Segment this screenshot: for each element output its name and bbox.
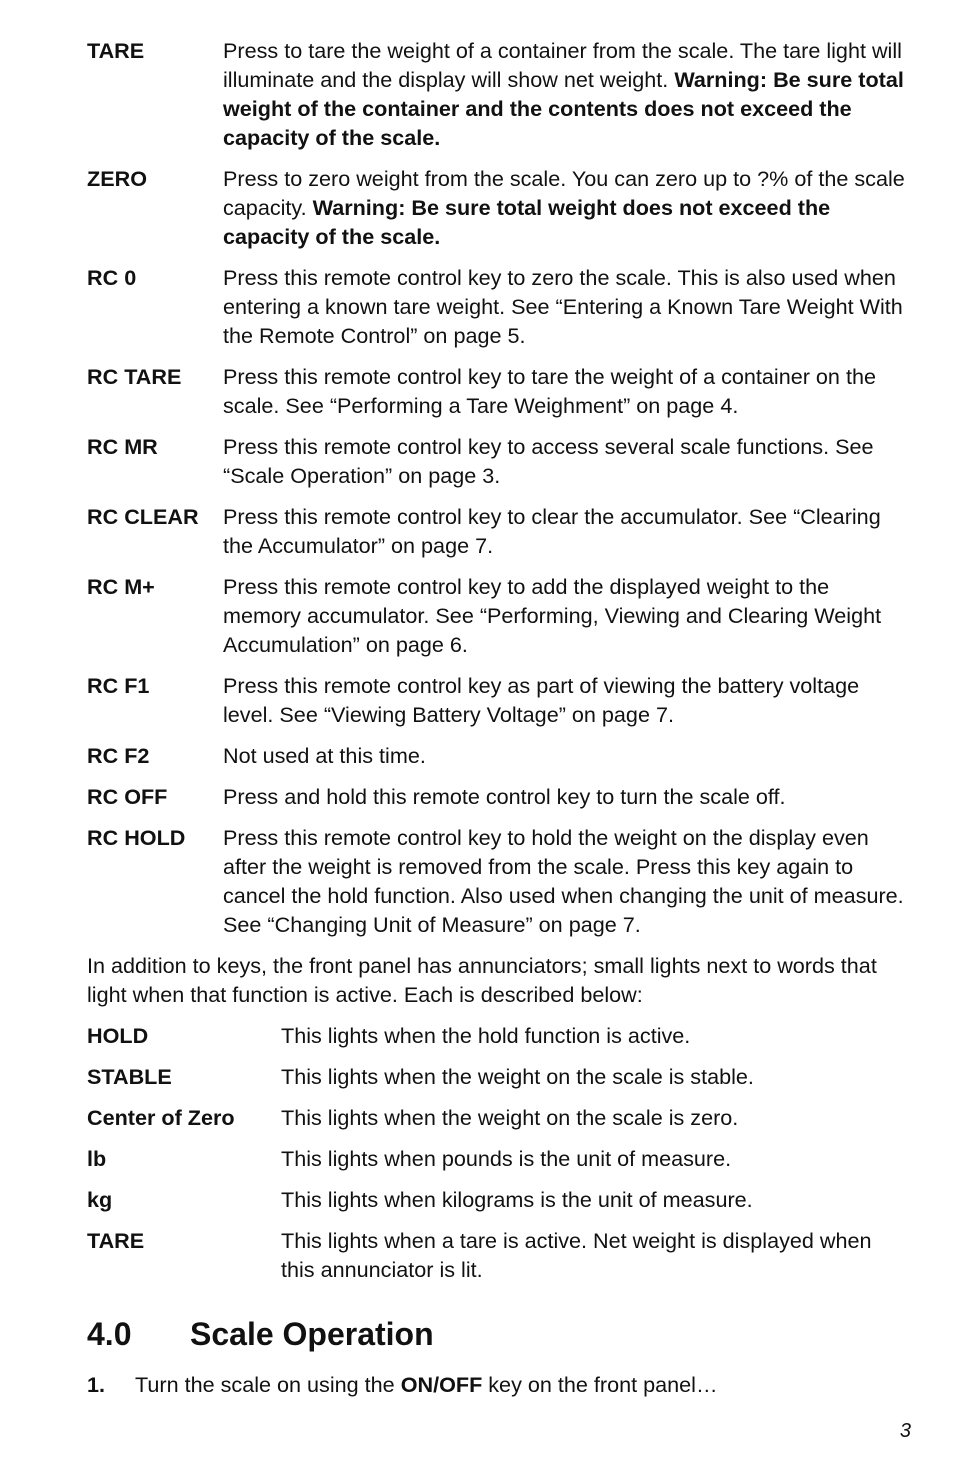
step-text xyxy=(135,1370,718,1399)
annunciator-term: STABLE xyxy=(87,1064,172,1089)
key-description: Press this remote control key to clear the accumulator. See “Clearing the Accumulator” on page 7. xyxy=(223,504,881,558)
page-number: 3 xyxy=(899,1420,911,1442)
key-row-rc-off xyxy=(87,782,909,811)
key-row-tare xyxy=(87,36,909,152)
key-description xyxy=(223,164,909,251)
annunciator-term: TARE xyxy=(87,1228,145,1253)
key-row-zero xyxy=(87,164,909,251)
step-text-before: Turn the scale on using the xyxy=(135,1372,401,1397)
key-description xyxy=(223,36,909,152)
key-row-rc-f1 xyxy=(87,671,909,729)
section-title: Scale Operation xyxy=(190,1316,434,1352)
warning-text: Warning: Be sure total weight does not exceed the capacity of the scale. xyxy=(223,195,831,249)
annunciator-row-kg xyxy=(87,1185,909,1214)
key-term: RC TARE xyxy=(87,364,182,389)
key-row-rc-0 xyxy=(87,263,909,350)
description-text: Press to zero weight from the scale. You can zero up to ?% of the scale capacity. xyxy=(223,166,905,220)
annunciator-row-stable xyxy=(87,1062,909,1091)
key-description: Press this remote control key to zero the scale. This is also used when entering a known tare weight. See “Entering a Known Tare Weight With the Remote Control” on page 5. xyxy=(223,265,903,348)
annunciator-list xyxy=(87,1021,909,1284)
annunciator-term: HOLD xyxy=(87,1023,149,1048)
key-row-rc-f2 xyxy=(87,741,909,770)
annunciator-description: This lights when a tare is active. Net weight is displayed when this annunciator is lit. xyxy=(281,1228,872,1282)
step-number: 1. xyxy=(87,1372,106,1397)
section-number: 4.0 xyxy=(87,1316,132,1352)
key-description: Press this remote control key to tare the weight of a container on the scale. See “Performing a Tare Weighment” on page 4. xyxy=(223,364,876,418)
manual-page xyxy=(87,36,909,1399)
key-row-rc-mr xyxy=(87,432,909,490)
key-term: ZERO xyxy=(87,166,147,191)
key-term: RC HOLD xyxy=(87,825,186,850)
annunciator-row-lb xyxy=(87,1144,909,1173)
key-term: RC M+ xyxy=(87,574,155,599)
annunciator-description: This lights when the hold function is active. xyxy=(281,1023,691,1048)
step-item xyxy=(87,1370,909,1399)
key-description: Press this remote control key to access several scale functions. See “Scale Operation” on page 3. xyxy=(223,434,874,488)
description-text: Press to tare the weight of a container from the scale. The tare light will illuminate and the display will show net weight. xyxy=(223,38,902,92)
key-row-rc-m-plus xyxy=(87,572,909,659)
key-term: RC MR xyxy=(87,434,158,459)
key-term: RC OFF xyxy=(87,784,168,809)
key-term: RC F1 xyxy=(87,673,150,698)
annunciator-description: This lights when pounds is the unit of measure. xyxy=(281,1146,732,1171)
annunciator-row-hold xyxy=(87,1021,909,1050)
annunciator-term: lb xyxy=(87,1146,107,1171)
annunciator-description: This lights when the weight on the scale is zero. xyxy=(281,1105,739,1130)
annunciator-intro: In addition to keys, the front panel has annunciators; small lights next to words that light when that function is active. Each is described below: xyxy=(87,953,877,1007)
warning-text: Warning: Be sure total weight of the container and the contents does not exceed the capacity of the scale. xyxy=(223,67,904,150)
key-description: Press this remote control key to hold the weight on the display even after the weight is removed from the scale. Press this key again to cancel the hold function. Also used when changing the unit of measure. See “Changing Unit of Measure” on page 7. xyxy=(223,825,904,937)
key-description: Not used at this time. xyxy=(223,743,426,768)
step-key-name: ON/OFF xyxy=(400,1372,483,1397)
step-text-after: key on the front panel… xyxy=(482,1372,718,1397)
key-term: RC 0 xyxy=(87,265,137,290)
key-definition-list xyxy=(87,36,909,939)
annunciator-term: Center of Zero xyxy=(87,1105,235,1130)
key-row-rc-tare xyxy=(87,362,909,420)
key-row-rc-clear xyxy=(87,502,909,560)
annunciator-term: kg xyxy=(87,1187,113,1212)
key-term: RC CLEAR xyxy=(87,504,199,529)
annunciator-row-tare xyxy=(87,1226,909,1284)
key-description: Press and hold this remote control key to turn the scale off. xyxy=(223,784,786,809)
key-row-rc-hold xyxy=(87,823,909,939)
annunciator-row-center-of-zero xyxy=(87,1103,909,1132)
annunciator-description: This lights when kilograms is the unit of measure. xyxy=(281,1187,753,1212)
section-heading xyxy=(87,1314,909,1354)
key-term: TARE xyxy=(87,38,145,63)
key-description: Press this remote control key as part of viewing the battery voltage level. See “Viewing Battery Voltage” on page 7. xyxy=(223,673,860,727)
key-term: RC F2 xyxy=(87,743,150,768)
annunciator-description: This lights when the weight on the scale is stable. xyxy=(281,1064,754,1089)
key-description: Press this remote control key to add the displayed weight to the memory accumulator. See “Performing, Viewing and Clearing Weight Accumulation” on page 6. xyxy=(223,574,882,657)
